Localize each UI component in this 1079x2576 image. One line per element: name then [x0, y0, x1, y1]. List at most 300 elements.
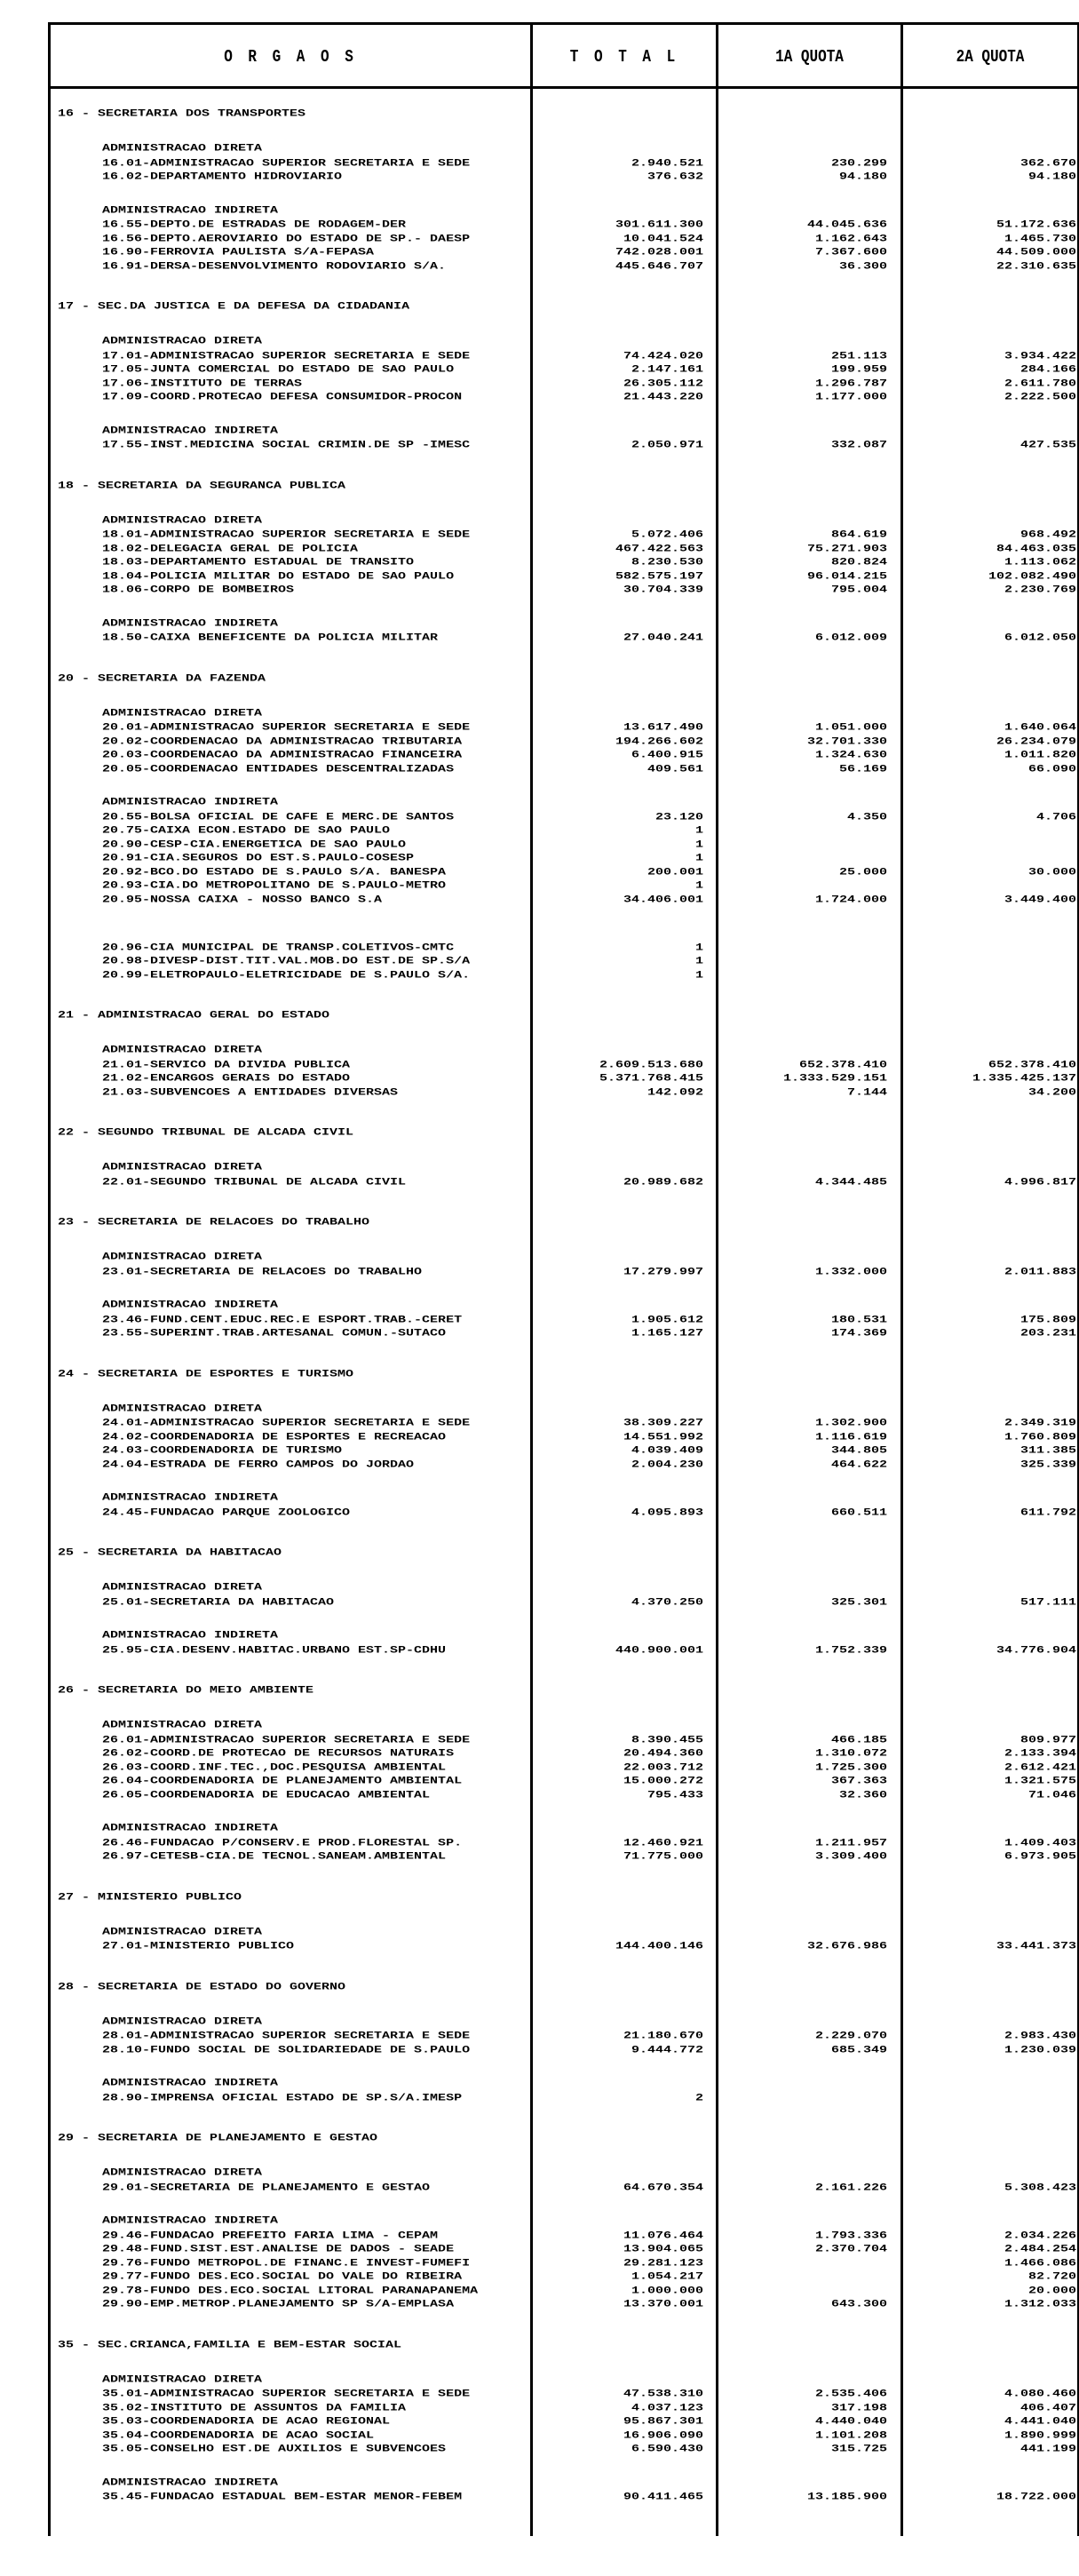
quota-2-value-text: 18.722.000	[996, 2491, 1076, 2503]
total-value-text: 27.040.241	[623, 632, 703, 644]
quota-1-value	[815, 377, 887, 390]
quota-1-value	[815, 232, 887, 245]
quota-2-value	[1004, 1746, 1076, 1760]
total-value-text: 20.494.360	[623, 1747, 703, 1760]
orgao-name	[102, 1595, 334, 1609]
total-value	[631, 2043, 703, 2056]
orgao-name-text: 21.02-ENCARGOS GERAIS DO ESTADO	[102, 1072, 351, 1085]
table-row	[51, 218, 1079, 232]
total-value	[655, 810, 703, 823]
quota-1-value-text: 199.959	[830, 363, 887, 376]
total-value	[623, 2256, 703, 2270]
orgao-name	[102, 2490, 462, 2503]
quota-1-value	[807, 1939, 887, 1952]
section-title-text: 16 - SECRETARIA DOS TRANSPORTES	[58, 107, 306, 120]
quota-2-value	[1028, 762, 1076, 775]
quota-1-value	[815, 1643, 887, 1657]
quota-1-value	[831, 2297, 887, 2310]
quota-2-value	[1020, 2442, 1076, 2455]
table-row	[51, 1849, 1079, 1864]
quota-2-value	[988, 1058, 1076, 1071]
quota-1-value-text: 174.369	[830, 1327, 887, 1340]
total-value	[615, 735, 703, 748]
total-value	[695, 954, 703, 967]
total-value	[631, 156, 703, 170]
orgao-name	[102, 2242, 454, 2255]
table-row	[51, 2181, 1079, 2195]
table-row	[51, 569, 1079, 584]
quota-2-value-text: 203.231	[1019, 1327, 1076, 1340]
orgao-name-text: 20.03-COORDENACAO DA ADMINISTRACAO FINANCEIRA	[102, 749, 463, 761]
total-value	[623, 1774, 703, 1787]
quota-1-value-text: 3.309.400	[814, 1850, 887, 1863]
table-row	[51, 631, 1079, 645]
quota-2-value	[1004, 2242, 1076, 2255]
quota-2-value	[1028, 1788, 1076, 1801]
group-heading	[102, 1925, 262, 1938]
total-value-text: 440.900.001	[615, 1644, 703, 1656]
group-heading-row	[51, 1925, 1079, 1940]
total-value-text: 47.538.310	[623, 2388, 703, 2400]
orgao-name-text: 26.04-COORDENADORIA DE PLANEJAMENTO AMBIENTAL	[102, 1775, 463, 1787]
total-value-text: 13.617.490	[623, 721, 703, 734]
total-value-text: 1.000.000	[631, 2285, 703, 2296]
total-value-text: 445.646.707	[615, 260, 703, 272]
total-value	[623, 1430, 703, 1443]
table-row	[51, 438, 1079, 452]
quota-2-value	[1020, 1595, 1076, 1609]
quota-2-value-text: 34.776.904	[996, 1644, 1076, 1656]
quota-1-value	[831, 555, 887, 568]
group-heading-text: ADMINISTRACAO INDIRETA	[102, 1299, 279, 1311]
section-title	[58, 1367, 353, 1380]
total-value-text: 29.281.123	[623, 2257, 703, 2269]
table-row	[51, 1506, 1079, 1520]
section-title-text: 27 - MINISTERIO PUBLICO	[58, 1891, 242, 1903]
total-value-text: 5.072.406	[631, 529, 703, 541]
table-row	[51, 748, 1079, 762]
orgao-name	[102, 2297, 454, 2310]
quota-2-value	[1004, 748, 1076, 761]
quota-1-value	[815, 1265, 887, 1278]
quota-1-value	[799, 1058, 887, 1071]
orgao-name-text: 24.02-COORDENADORIA DE ESPORTES E RECREACAO	[102, 1431, 447, 1443]
table-row	[51, 1939, 1079, 1953]
orgao-name-text: 20.93-CIA.DO METROPOLITANO DE S.PAULO-METRO	[102, 879, 447, 892]
total-value	[631, 2284, 703, 2297]
quota-2-value-text: 1.011.820	[1004, 749, 1076, 761]
quota-1-value-text: 1.793.336	[814, 2230, 887, 2241]
group-heading-row	[51, 424, 1079, 439]
quota-2-value	[1004, 1430, 1076, 1443]
total-value	[623, 2429, 703, 2442]
orgao-name	[102, 1326, 446, 1340]
quota-2-value-text: 2.484.254	[1004, 2243, 1076, 2255]
quota-2-value-text: 4.441.040	[1004, 2415, 1076, 2428]
table-row	[51, 1733, 1079, 1747]
quota-1-value	[831, 528, 887, 541]
orgao-name	[102, 2270, 462, 2283]
quota-1-value-text: 1.724.000	[814, 894, 887, 905]
orgao-name-text: 17.05-JUNTA COMERCIAL DO ESTADO DE SAO PAULO	[102, 363, 455, 376]
header-quota-1	[718, 25, 900, 89]
quota-1-value-text: 32.676.986	[806, 1940, 887, 1952]
orgao-name	[102, 810, 454, 823]
section-title-text: 24 - SECRETARIA DE ESPORTES E TURISMO	[58, 1368, 354, 1379]
quota-1-value	[847, 1085, 887, 1099]
orgao-name	[102, 245, 374, 258]
table-row	[51, 720, 1079, 735]
orgao-name-text: 20.05-COORDENACAO ENTIDADES DESCENTRALIZADAS	[102, 763, 455, 775]
total-value-text: 17.279.997	[623, 1266, 703, 1277]
quota-2-value-text: 362.670	[1019, 157, 1076, 169]
orgao-name	[102, 2229, 438, 2242]
total-value-text: 1	[694, 942, 703, 953]
quota-2-value	[1004, 390, 1076, 403]
table-row	[51, 2387, 1079, 2401]
quota-2-value	[996, 1939, 1076, 1952]
total-value	[623, 2387, 703, 2400]
total-value-text: 15.000.272	[623, 1775, 703, 1787]
orgao-name	[102, 748, 462, 761]
orgao-name	[102, 823, 390, 837]
total-value	[631, 362, 703, 376]
section-row	[51, 299, 1079, 314]
orgao-name-text: 26.03-COORD.INF.TEC.,DOC.PESQUISA AMBIENTAL	[102, 1761, 447, 1773]
total-value	[631, 2401, 703, 2414]
orgao-name-text: 27.01-MINISTERIO PUBLICO	[102, 1940, 295, 1952]
orgao-name-text: 35.05-CONSELHO EST.DE AUXILIOS E SUBVENCOES	[102, 2443, 447, 2455]
section-title	[58, 107, 305, 120]
total-value-text: 11.076.464	[623, 2230, 703, 2241]
group-heading-row	[51, 2076, 1079, 2091]
total-value-text: 34.406.001	[623, 894, 703, 905]
quota-1-value-text: 4.350	[846, 811, 887, 823]
orgao-name-text: 28.10-FUNDO SOCIAL DE SOLIDARIEDADE DE S.PAULO	[102, 2044, 471, 2055]
total-value-text: 16.906.090	[623, 2429, 703, 2441]
quota-2-value	[996, 245, 1076, 258]
orgao-name	[102, 2387, 470, 2400]
quota-1-value-text: 32.360	[838, 1789, 887, 1801]
quota-1-value	[831, 1458, 887, 1471]
group-heading	[102, 616, 278, 630]
quota-2-value-text: 3.934.422	[1004, 350, 1076, 362]
quota-1-value-text: 2.535.406	[814, 2388, 887, 2400]
group-heading	[102, 334, 262, 347]
orgao-name	[102, 349, 470, 362]
orgao-name	[102, 156, 470, 170]
quota-2-value	[1004, 631, 1076, 644]
group-heading-row	[51, 706, 1079, 721]
quota-1-value-text: 230.299	[830, 157, 887, 169]
orgao-name	[102, 218, 406, 231]
total-value	[623, 2242, 703, 2255]
total-value-text: 4.037.123	[631, 2402, 703, 2413]
table-row	[51, 1326, 1079, 1340]
section-title	[58, 672, 266, 685]
quota-2-value-text: 4.996.817	[1004, 1176, 1076, 1188]
group-heading	[102, 2166, 262, 2179]
total-value-text: 5.371.768.415	[599, 1072, 703, 1085]
quota-2-value-text: 1.230.039	[1004, 2044, 1076, 2055]
orgao-name	[102, 838, 406, 851]
quota-1-value	[815, 1416, 887, 1429]
group-heading	[102, 2476, 278, 2489]
orgao-name-text: 20.99-ELETROPAULO-ELETRICIDADE DE S.PAULO S/A.	[102, 969, 471, 981]
group-heading-text: ADMINISTRACAO INDIRETA	[102, 1822, 279, 1834]
total-value-text: 409.561	[647, 763, 703, 775]
quota-2-value-text: 6.973.905	[1004, 1850, 1076, 1863]
orgao-name-text: 23.01-SECRETARIA DE RELACOES DO TRABALHO	[102, 1266, 423, 1277]
group-heading-row	[51, 2373, 1079, 2388]
table-row	[51, 2229, 1079, 2243]
quota-1-value	[807, 735, 887, 748]
orgao-name	[102, 735, 462, 748]
orgao-name	[102, 555, 414, 568]
group-heading-row	[51, 2214, 1079, 2229]
quota-2-value-text: 2.011.883	[1004, 1266, 1076, 1277]
quota-1-value	[815, 245, 887, 258]
quota-1-value-text: 1.211.957	[814, 1837, 887, 1849]
total-value-text: 6.590.430	[631, 2443, 703, 2455]
table-row	[51, 1085, 1079, 1100]
group-heading-text: ADMINISTRACAO DIRETA	[102, 1581, 263, 1594]
orgao-name	[102, 259, 446, 273]
quota-1-value-text: 820.824	[830, 556, 887, 568]
group-heading	[102, 1250, 262, 1263]
table-row	[51, 390, 1079, 404]
header-total-text: T O T A L	[569, 47, 679, 67]
quota-1-value	[815, 1430, 887, 1443]
group-heading-text: ADMINISTRACAO DIRETA	[102, 1719, 263, 1731]
quota-1-value-text: 56.169	[838, 763, 887, 775]
group-heading-row	[51, 203, 1079, 219]
orgao-name-text: 18.06-CORPO DE BOMBEIROS	[102, 584, 295, 596]
group-heading-text: ADMINISTRACAO DIRETA	[102, 2167, 263, 2179]
orgao-name-text: 28.90-IMPRENSA OFICIAL ESTADO DE SP.S/A.IMESP	[102, 2092, 463, 2103]
group-heading-row	[51, 1821, 1079, 1836]
total-value	[695, 823, 703, 837]
quota-2-value-text: 2.611.780	[1004, 378, 1076, 389]
total-value-text: 21.443.220	[623, 391, 703, 403]
quota-1-value	[815, 1746, 887, 1760]
quota-2-value-text: 5.308.423	[1004, 2182, 1076, 2193]
group-heading	[102, 1718, 262, 1731]
total-value-text: 1	[694, 852, 703, 864]
quota-2-value-text: 20.000	[1027, 2285, 1076, 2296]
total-value	[623, 2229, 703, 2242]
quota-2-value-text: 1.466.086	[1004, 2257, 1076, 2269]
table-row	[51, 1071, 1079, 1085]
quota-1-value-text: 25.000	[838, 866, 887, 878]
orgao-name-text: 29.90-EMP.METROP.PLANEJAMENTO SP S/A-EMPLASA	[102, 2298, 455, 2310]
orgao-name	[102, 879, 446, 892]
quota-2-value	[1020, 362, 1076, 376]
quota-1-value-text: 652.378.410	[798, 1059, 887, 1070]
quota-1-value-text: 1.310.072	[814, 1747, 887, 1760]
table-row	[51, 2270, 1079, 2284]
total-value	[695, 838, 703, 851]
orgao-name-text: 29.76-FUNDO METROPOL.DE FINANC.E INVEST-FUMEFI	[102, 2257, 471, 2269]
orgao-name-text: 18.03-DEPARTAMENTO ESTADUAL DE TRANSITO	[102, 556, 415, 568]
orgao-name-text: 22.01-SEGUNDO TRIBUNAL DE ALCADA CIVIL	[102, 1176, 407, 1188]
total-value	[631, 1733, 703, 1746]
section-title	[58, 1683, 313, 1697]
group-heading-row	[51, 1491, 1079, 1506]
group-heading-row	[51, 1628, 1079, 1643]
group-heading-row	[51, 926, 1079, 941]
quota-2-value-text: 311.385	[1019, 1444, 1076, 1457]
section-row	[51, 479, 1079, 494]
orgao-name-text: 20.95-NOSSA CAIXA - NOSSO BANCO S.A	[102, 894, 383, 905]
orgao-name	[102, 1443, 342, 1457]
total-value	[695, 851, 703, 864]
orgao-name-text: 29.01-SECRETARIA DE PLANEJAMENTO E GESTAO	[102, 2182, 431, 2193]
group-heading-text: ADMINISTRACAO INDIRETA	[102, 2214, 279, 2227]
orgao-name-text: 18.02-DELEGACIA GERAL DE POLICIA	[102, 543, 359, 554]
orgao-name	[102, 893, 382, 906]
total-value	[631, 1313, 703, 1326]
quota-1-value	[815, 748, 887, 761]
total-value	[631, 1458, 703, 1471]
orgao-name-text: 20.55-BOLSA OFICIAL DE CAFE E MERC.DE SANTOS	[102, 811, 455, 823]
orgao-name-text: 29.77-FUNDO DES.ECO.SOCIAL DO VALE DO RIBEIRA	[102, 2270, 463, 2283]
total-value	[623, 1175, 703, 1189]
orgao-name	[102, 2091, 462, 2104]
orgao-name	[102, 438, 470, 451]
quota-1-value-text: 13.185.900	[806, 2491, 887, 2503]
quota-1-value-text: 4.344.485	[814, 1176, 887, 1188]
orgao-name	[102, 1085, 398, 1099]
group-heading	[102, 1491, 278, 1504]
group-heading	[102, 513, 262, 527]
quota-1-value-text: 7.367.600	[814, 246, 887, 258]
quota-2-value	[996, 735, 1076, 748]
table-row	[51, 362, 1079, 377]
total-value	[631, 2442, 703, 2455]
table-row	[51, 156, 1079, 171]
quota-1-value-text: 344.805	[830, 1444, 887, 1457]
quota-2-value-text: 22.310.635	[996, 260, 1076, 272]
table-row	[51, 2256, 1079, 2270]
orgao-name	[102, 720, 470, 734]
quota-2-value	[1020, 1733, 1076, 1746]
quota-2-value-text: 26.234.079	[996, 735, 1076, 747]
total-value	[623, 349, 703, 362]
quota-1-value	[815, 2429, 887, 2442]
group-heading-text: ADMINISTRACAO DIRETA	[102, 1403, 263, 1414]
orgao-name-text: 28.01-ADMINISTRACAO SUPERIOR SECRETARIA E SEDE	[102, 2030, 471, 2042]
quota-1-value-text: 1.725.300	[814, 1761, 887, 1773]
quota-1-value	[807, 2490, 887, 2503]
section-row	[51, 107, 1079, 122]
quota-1-value	[815, 2229, 887, 2242]
orgao-name-text: 29.48-FUND.SIST.EST.ANALISE DE DADOS - SEADE	[102, 2243, 455, 2255]
group-heading	[102, 424, 278, 437]
quota-1-value	[831, 1733, 887, 1746]
total-value	[615, 245, 703, 258]
quota-2-value	[1004, 2429, 1076, 2442]
orgao-name-text: 20.75-CAIXA ECON.ESTADO DE SAO PAULO	[102, 824, 391, 837]
total-value	[623, 390, 703, 403]
group-heading	[102, 141, 262, 155]
total-value	[623, 1416, 703, 1429]
total-value	[623, 2029, 703, 2042]
orgao-name-text: 16.55-DEPTO.DE ESTRADAS DE RODAGEM-DER	[102, 219, 407, 231]
quota-2-value	[1020, 1443, 1076, 1457]
section-title-text: 18 - SECRETARIA DA SEGURANCA PUBLICA	[58, 480, 346, 491]
group-heading-row	[51, 1580, 1079, 1595]
quota-1-value	[831, 1595, 887, 1609]
orgao-name-text: 20.02-COORDENACAO DA ADMINISTRACAO TRIBUTARIA	[102, 735, 463, 747]
group-heading-text: ADMINISTRACAO INDIRETA	[102, 796, 279, 808]
quota-1-value	[815, 390, 887, 403]
quota-1-value	[839, 259, 887, 273]
quota-1-value-text: 367.363	[830, 1775, 887, 1787]
quota-2-value-text: 652.378.410	[988, 1059, 1076, 1070]
table-row	[51, 762, 1079, 776]
total-value	[623, 1746, 703, 1760]
quota-1-value	[815, 1761, 887, 1774]
orgao-name	[102, 2284, 478, 2297]
total-value-text: 20.989.682	[623, 1176, 703, 1188]
total-value-text: 301.611.300	[615, 219, 703, 231]
section-title-text: 20 - SECRETARIA DA FAZENDA	[58, 672, 266, 684]
orgao-name-text: 23.55-SUPERINT.TRAB.ARTESANAL COMUN.-SUTACO	[102, 1327, 447, 1340]
quota-1-value-text: 6.012.009	[814, 632, 887, 644]
table-row	[51, 1643, 1079, 1658]
group-heading	[102, 1402, 262, 1415]
orgao-name	[102, 1265, 422, 1278]
quota-2-value-text: 1.890.999	[1004, 2429, 1076, 2441]
total-value	[647, 170, 703, 183]
quota-1-value	[831, 156, 887, 170]
group-heading	[102, 706, 262, 720]
quota-2-value-text: 2.222.500	[1004, 391, 1076, 403]
quota-2-value	[1004, 2297, 1076, 2310]
group-heading-text: ADMINISTRACAO DIRETA	[102, 142, 263, 155]
quota-2-value	[1020, 1313, 1076, 1326]
quota-1-value	[831, 1443, 887, 1457]
orgao-name-text: 16.02-DEPARTAMENTO HIDROVIARIO	[102, 171, 343, 183]
orgao-name	[102, 2181, 430, 2194]
total-value-text: 10.041.524	[623, 233, 703, 244]
table-row	[51, 2242, 1079, 2256]
section-title-text: 21 - ADMINISTRACAO GERAL DO ESTADO	[58, 1009, 330, 1022]
orgao-name-text: 25.01-SECRETARIA DA HABITACAO	[102, 1596, 335, 1608]
orgao-name-text: 18.50-CAIXA BENEFICENTE DA POLICIA MILITAR	[102, 632, 439, 644]
orgao-name-text: 18.04-POLICIA MILITAR DO ESTADO DE SAO PAULO	[102, 570, 455, 582]
table-row	[51, 1175, 1079, 1189]
quota-1-value-text: 2.370.704	[814, 2243, 887, 2255]
table-row	[51, 2414, 1079, 2429]
table-row	[51, 735, 1079, 749]
quota-1-value-text: 2.229.070	[814, 2030, 887, 2042]
group-heading-text: ADMINISTRACAO INDIRETA	[102, 425, 279, 436]
table-row	[51, 1458, 1079, 1472]
quota-2-value-text: 51.172.636	[996, 219, 1076, 231]
orgao-name-text: 16.91-DERSA-DESENVOLVIMENTO RODOVIARIO S/A.	[102, 260, 447, 272]
quota-2-value	[1020, 1326, 1076, 1340]
total-value-text: 38.309.227	[623, 1417, 703, 1429]
table-header	[51, 22, 1079, 89]
total-value-text: 1	[694, 879, 703, 892]
orgao-name-text: 16.90-FERROVIA PAULISTA S/A-FEPASA	[102, 246, 375, 258]
orgao-name-text: 35.04-COORDENADORIA DE ACAO SOCIAL	[102, 2429, 375, 2441]
orgao-name	[102, 2442, 446, 2455]
group-heading-text: ADMINISTRACAO INDIRETA	[102, 2077, 279, 2089]
group-heading-text: ADMINISTRACAO DIRETA	[102, 335, 263, 347]
